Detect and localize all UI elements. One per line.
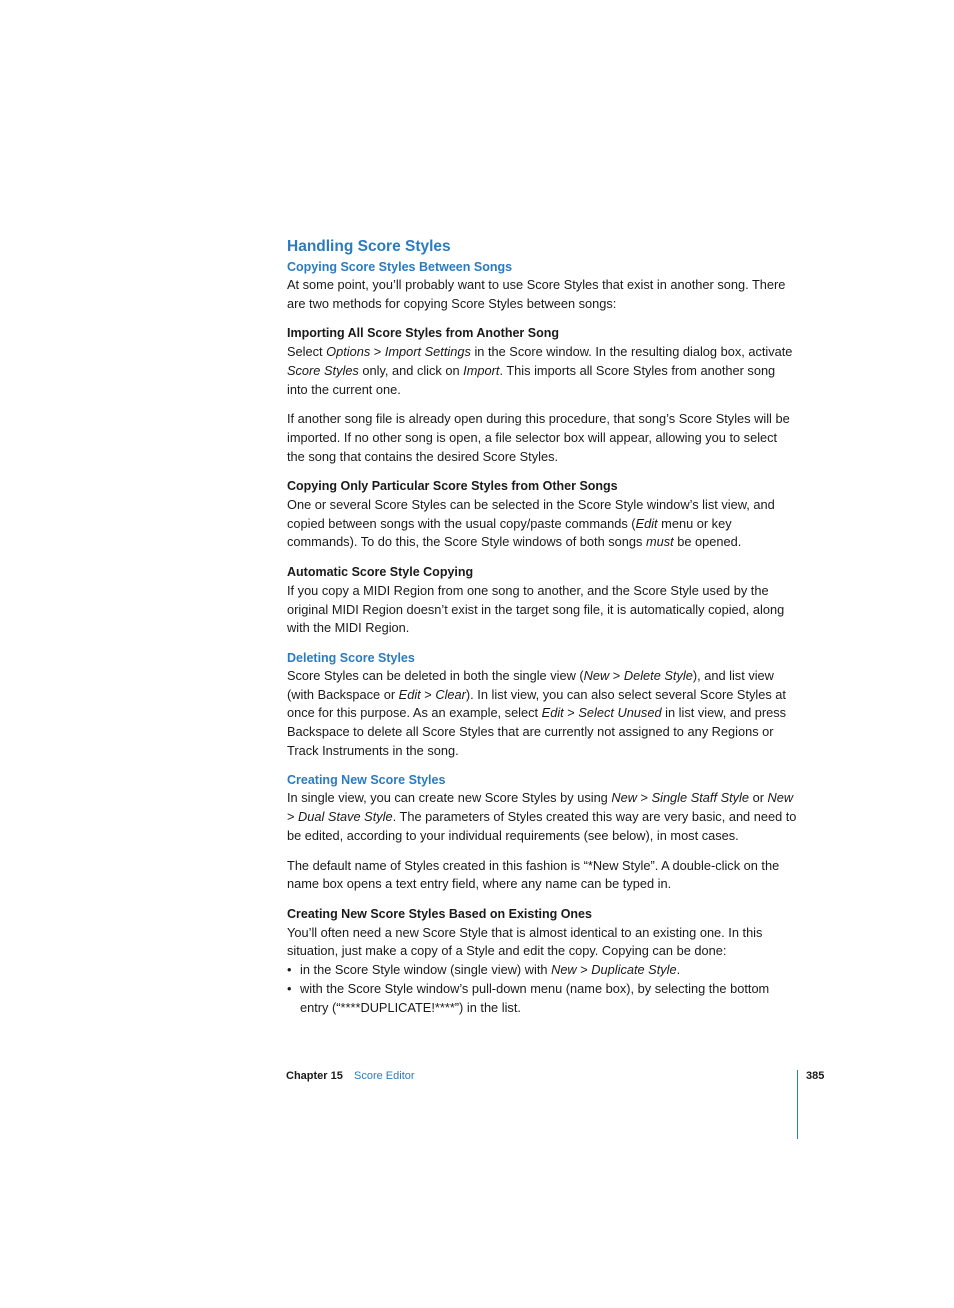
footer-divider [797, 1070, 798, 1139]
paragraph-copying-intro: At some point, you’ll probably want to use Score Styles that exist in another song. There are two methods for copying Score Styles between songs: [287, 277, 786, 311]
section-title: Handling Score Styles [287, 238, 451, 255]
paragraph-automatic: If you copy a MIDI Region from one song to another, and the Score Style used by the original MIDI Region doesn’t exist in the target song file, it is automatically copied, along with the MIDI Region. [287, 582, 785, 636]
paragraph-deleting: Score Styles can be deleted in both the single view (New > Delete Style), and list view (with Backspace or Edit > Clear). In list view, you can also select several Score Styles at once for this purpose. As an example, select Edit > Select Unused in list view, and press Backspace to delete all Score Styles that are currently not assigned to any Regions or Track Instruments in the song. [287, 667, 787, 758]
paragraph-creating-1: In single view, you can create new Score Styles by using New > Single Staff Style or New > Dual Stave Style. The parameters of Styles created this way are very basic, and need to be edited, according to your individual requirements (see below), in most cases. [287, 790, 797, 843]
footer-chapter: Chapter 15 [286, 1070, 343, 1082]
subheading-based-on: Creating New Score Styles Based on Existing Ones [287, 906, 592, 921]
footer-chapter-title: Score Editor [354, 1070, 415, 1082]
paragraph-copy-particular: One or several Score Styles can be selected in the Score Style window’s list view, and copied between songs with the usual copy/paste commands (Edit menu or key commands). To do this, the Score Style windows of both songs must be opened. [287, 497, 775, 550]
page-content [287, 236, 797, 1017]
list-item: • in the Score Style window (single view) with New > Duplicate Style. [287, 961, 797, 980]
copy-methods-list [287, 961, 797, 1017]
subheading-import-all: Importing All Score Styles from Another Song [287, 326, 560, 341]
paragraph-creating-2: The default name of Styles created in this fashion is “*New Style”. A double-click on the name box opens a text entry field, where any name can be typed in. [287, 857, 780, 892]
page-number: 385 [806, 1070, 825, 1082]
subheading-copying: Copying Score Styles Between Songs [287, 260, 513, 274]
subheading-copy-particular: Copying Only Particular Score Styles from Other Songs [287, 479, 618, 494]
paragraph-import-all-2: If another song file is already open during this procedure, that song’s Score Styles will be imported. If no other song is open, a file selector box will appear, allowing you to select the song that contains the desired Score Styles. [287, 411, 790, 464]
subheading-creating: Creating New Score Styles [287, 773, 446, 788]
list-item: • with the Score Style window’s pull-down menu (name box), by selecting the bottom entry (“****DUPLICATE!****”) in the list. [287, 980, 797, 1017]
subheading-automatic: Automatic Score Style Copying [287, 565, 474, 580]
subheading-deleting: Deleting Score Styles [287, 650, 415, 665]
paragraph-import-all-1: Select Options > Import Settings in the Score window. In the resulting dialog box, activate Score Styles only, and click on Import. This imports all Score Styles from another song into the current one. [287, 344, 793, 397]
paragraph-based-on: You’ll often need a new Score Style that is almost identical to an existing one. In this situation, just make a copy of a Style and edit the copy. Copying can be done: [287, 924, 763, 959]
